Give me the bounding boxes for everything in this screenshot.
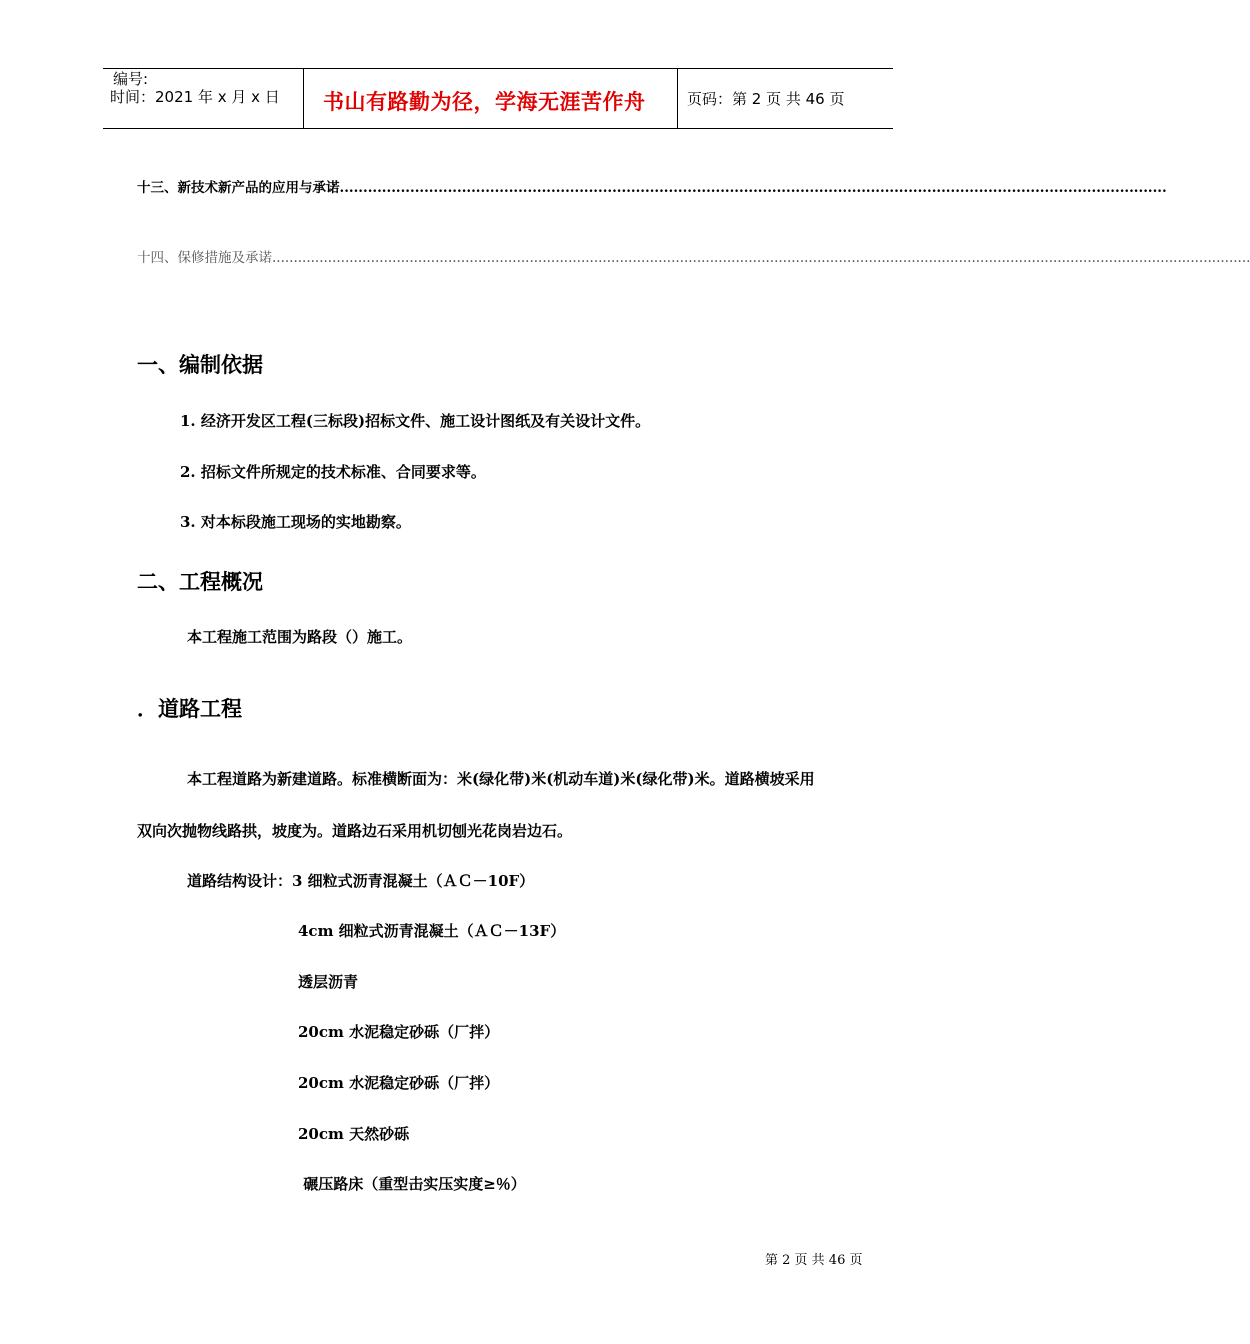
header-bottom-rule [103, 128, 893, 129]
structure-layer: 碾压路床（重型击实压实度≥％） [298, 1175, 526, 1193]
header-divider-left [303, 68, 304, 129]
structure-layer: 20cm 水泥稳定砂砾（厂拌） [298, 1074, 500, 1092]
header-divider-right [677, 68, 678, 129]
toc-leader-dots: ................................................................................................................................................................................ [339, 180, 1167, 196]
structure-layer: 透层沥青 [298, 973, 359, 991]
toc-item-14[interactable] [137, 246, 1250, 266]
header-page-info: 页码：第 2 页 共 46 页 [687, 90, 845, 108]
header-serial-label: 编号: [113, 70, 149, 88]
toc-item-13-label: 十三、新技术新产品的应用与承诺 [137, 180, 340, 196]
basis-item: 3. 对本标段施工现场的实地勘察。 [180, 513, 411, 531]
road-structure-label: 道路结构设计：3 细粒式沥青混凝土（ＡＣ－10F） [187, 872, 535, 890]
road-paragraph-line1: 本工程道路为新建道路。标准横断面为：米(绿化带)米(机动车道)米(绿化带)米。道路横坡采用 [187, 770, 815, 788]
footer-page-number: 第 2 页 共 46 页 [765, 1253, 863, 1268]
toc-leader-dots: .................................................................................................................................................................................................................................... [272, 250, 1250, 266]
structure-layer: 20cm 天然砂砾 [298, 1125, 410, 1143]
section-title-basis: 一、编制依据 [137, 353, 263, 377]
overview-paragraph: 本工程施工范围为路段（）施工。 [187, 628, 413, 646]
header-top-rule [103, 68, 893, 69]
section-title-road: ．道路工程 [137, 697, 242, 721]
basis-item: 2. 招标文件所规定的技术标准、合同要求等。 [180, 463, 486, 481]
section-title-overview: 二、工程概况 [137, 570, 263, 594]
road-paragraph-line2: 双向次抛物线路拱，坡度为。道路边石采用机切刨光花岗岩边石。 [137, 822, 573, 840]
structure-layer: 4cm 细粒式沥青混凝土（ＡＣ－13F） [298, 922, 566, 940]
header-date: 时间：2021 年 x 月 x 日 [110, 88, 280, 106]
toc-item-14-label: 十四、保修措施及承诺 [137, 250, 272, 266]
header-motto: 书山有路勤为径，学海无涯苦作舟 [323, 90, 646, 114]
toc-item-13[interactable] [137, 176, 1167, 196]
structure-layer: 20cm 水泥稳定砂砾（厂拌） [298, 1023, 500, 1041]
basis-item: 1. 经济开发区工程(三标段)招标文件、施工设计图纸及有关设计文件。 [180, 412, 651, 430]
